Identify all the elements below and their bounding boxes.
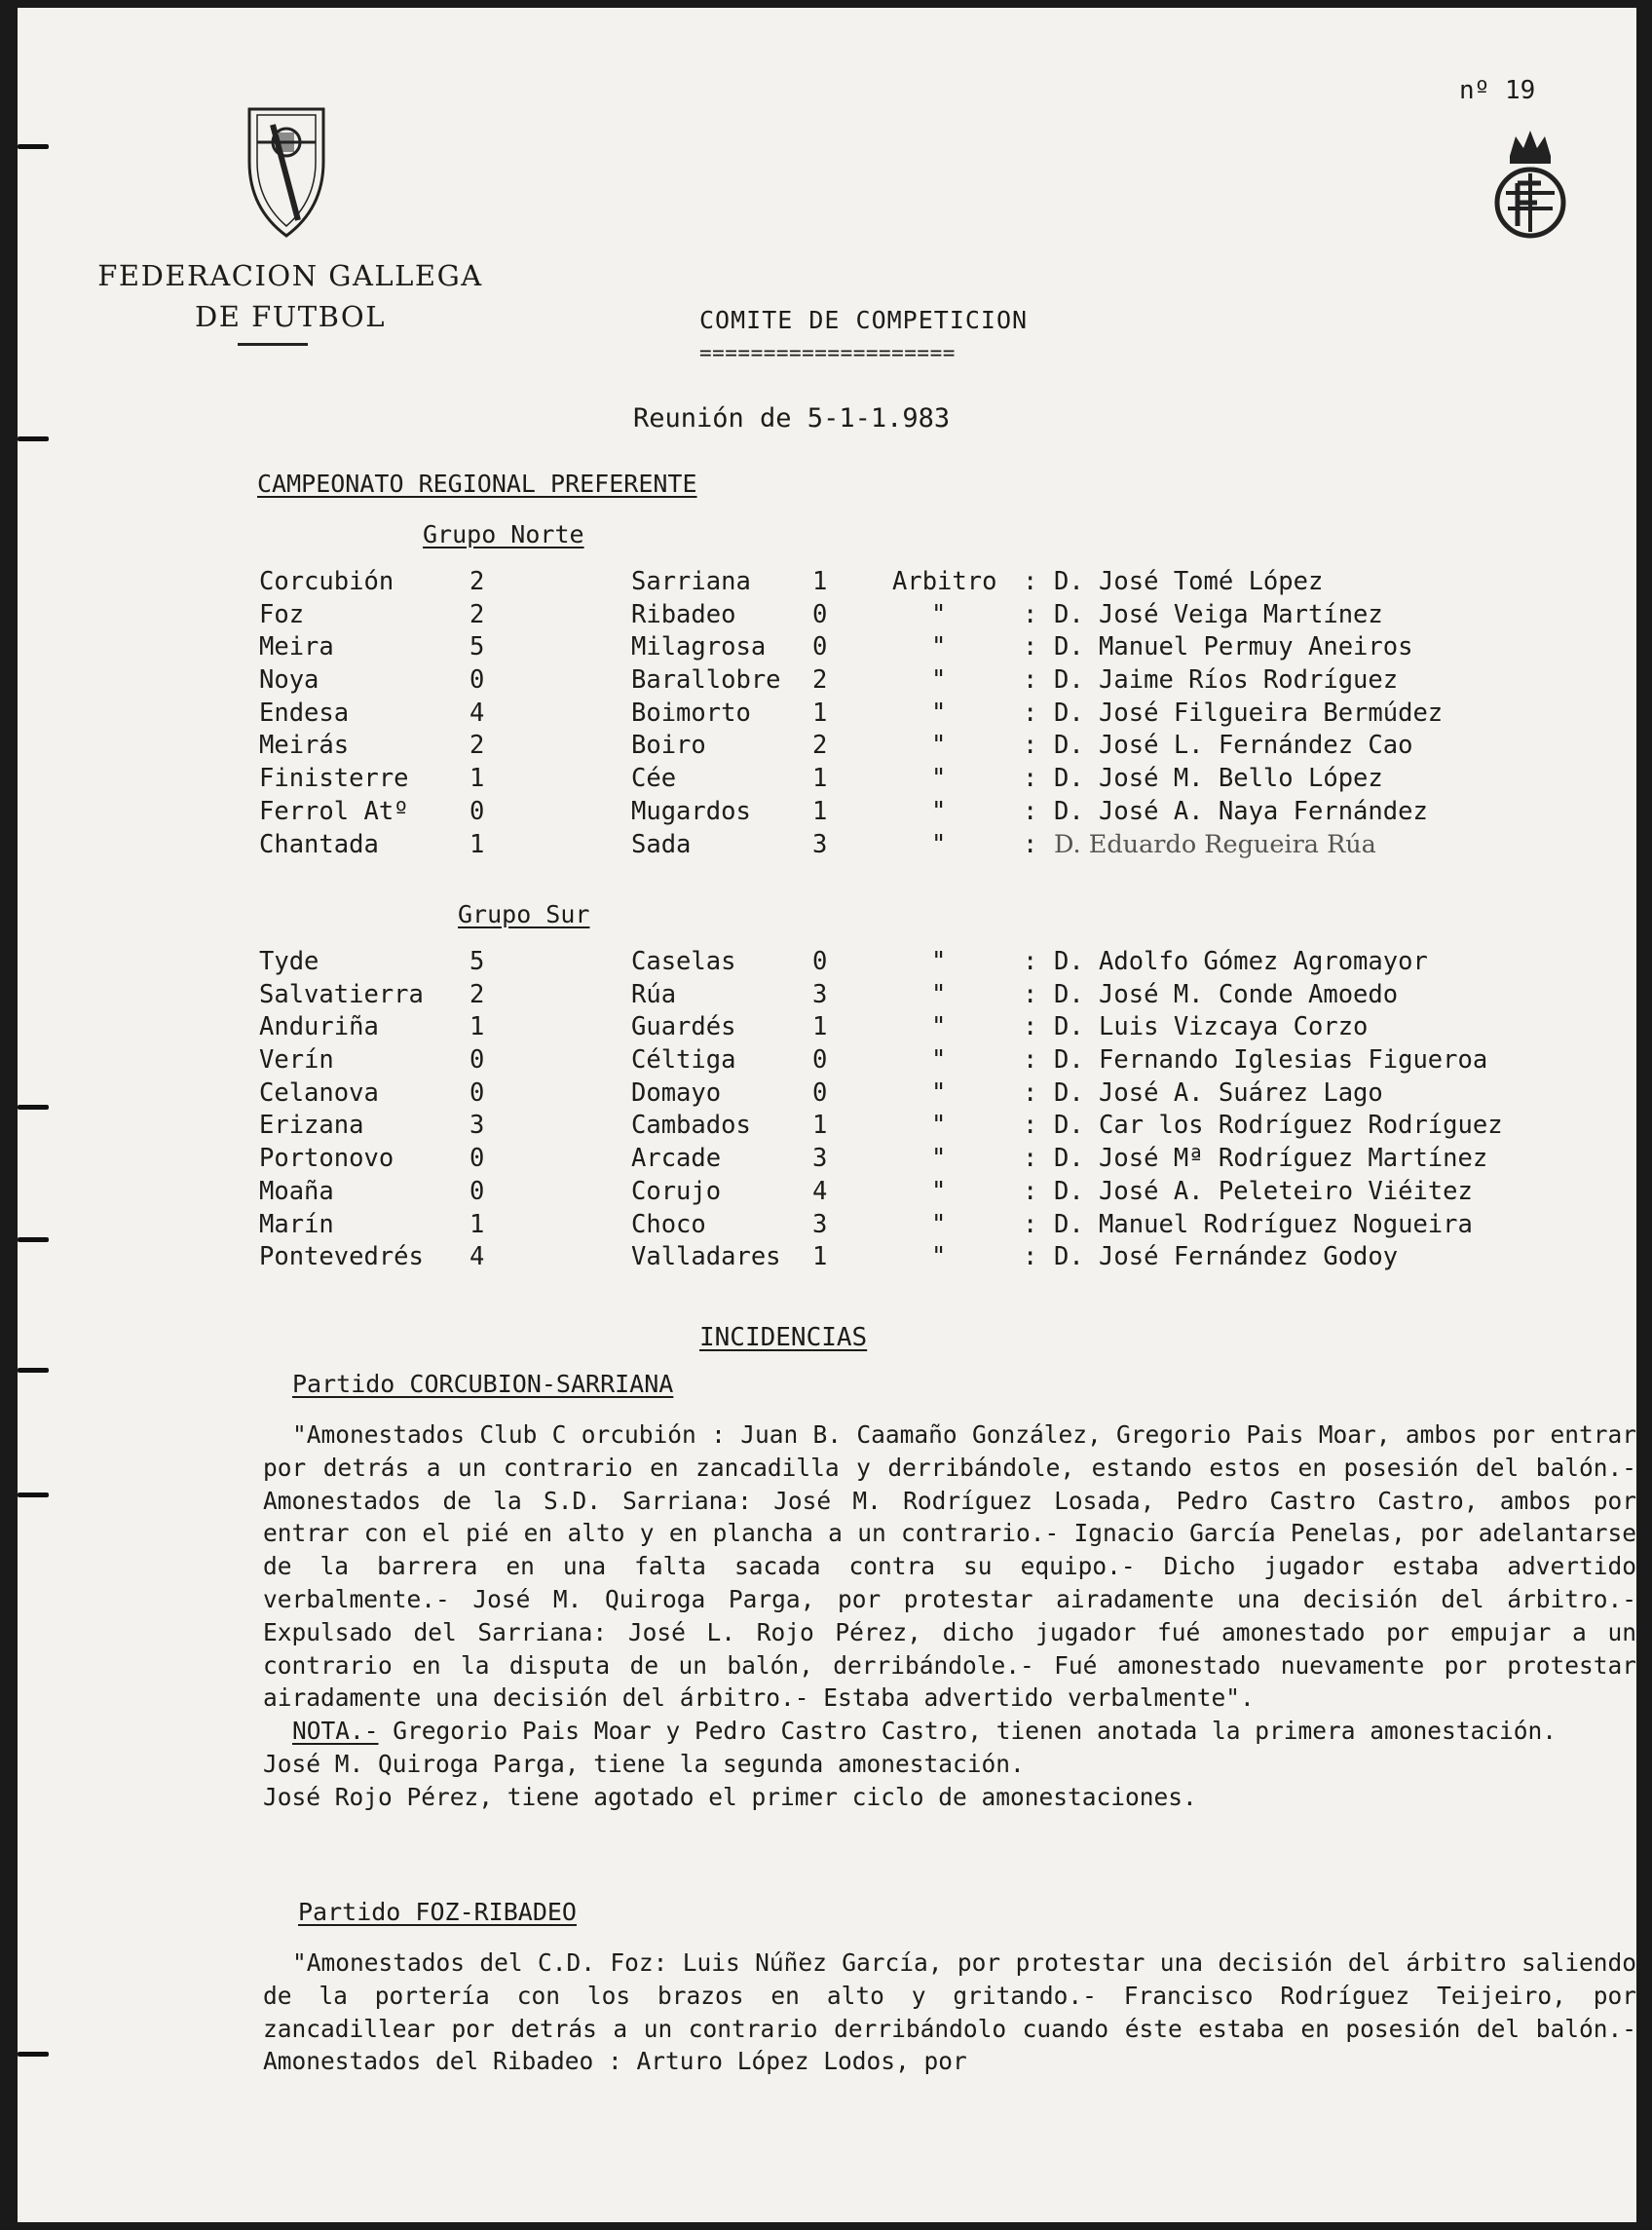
separator: :	[1023, 1242, 1038, 1272]
referee-label: "	[931, 1111, 947, 1141]
home-team: Tyde	[259, 947, 319, 976]
referee-label: "	[931, 1045, 947, 1076]
match-incident-title: Partido FOZ-RIBADEO	[298, 1898, 577, 1926]
home-team: Verín	[259, 1045, 334, 1076]
away-team: Mugardos	[631, 796, 751, 826]
home-team: Marín	[259, 1209, 334, 1239]
note-text: Gregorio Pais Moar y Pedro Castro Castro, tienen anotada la primera amonestación.	[378, 1717, 1558, 1746]
referee-name: D. José L. Fernández Cao	[1054, 731, 1413, 761]
federation-shield-logo	[244, 103, 329, 240]
committee-title: COMITE DE COMPETICION	[699, 306, 1029, 334]
home-team: Chantada	[259, 829, 379, 859]
federation-name	[86, 255, 495, 337]
home-goals: 4	[469, 698, 485, 728]
referee-label: "	[931, 1077, 947, 1108]
championship-heading: CAMPEONATO REGIONAL PREFERENTE	[257, 470, 697, 498]
binding-mark	[18, 1493, 49, 1497]
referee-name: D. José A. Naya Fernández	[1054, 796, 1428, 826]
separator: :	[1023, 764, 1038, 794]
binding-mark	[18, 436, 49, 441]
document-page	[18, 8, 1636, 2222]
away-goals: 1	[812, 764, 828, 794]
home-team: Corcubión	[259, 567, 394, 596]
separator: :	[1023, 698, 1038, 728]
away-goals: 0	[812, 1077, 828, 1108]
referee-name: D. Jaime Ríos Rodríguez	[1054, 665, 1399, 696]
away-goals: 2	[812, 731, 828, 761]
referee-label: Arbitro	[892, 567, 997, 596]
referee-label: "	[931, 1144, 947, 1174]
incident-report-foz	[263, 1947, 1636, 2078]
referee-name: D. José A. Peleteiro Viéitez	[1054, 1176, 1473, 1206]
home-goals: 1	[469, 764, 485, 794]
home-team: Noya	[259, 665, 319, 696]
separator: :	[1023, 731, 1038, 761]
home-goals: 1	[469, 1209, 485, 1239]
referee-label: "	[931, 764, 947, 794]
home-team: Celanova	[259, 1077, 379, 1108]
referee-label: "	[931, 947, 947, 976]
page-number: nº 19	[1459, 76, 1536, 105]
binding-mark	[18, 144, 49, 149]
home-goals: 2	[469, 979, 485, 1009]
referee-label: "	[931, 632, 947, 662]
home-goals: 0	[469, 1077, 485, 1108]
referee-label: "	[931, 829, 947, 859]
referee-name: D. José Veiga Martínez	[1054, 599, 1383, 629]
referee-label: "	[931, 698, 947, 728]
away-goals: 0	[812, 1045, 828, 1076]
meeting-date: Reunión de 5-1-1.983	[633, 403, 951, 434]
referee-label: "	[931, 796, 947, 826]
home-team: Salvatierra	[259, 979, 424, 1009]
separator: :	[1023, 1209, 1038, 1239]
group-sur-heading: Grupo Sur	[458, 900, 590, 928]
separator: :	[1023, 599, 1038, 629]
away-team: Corujo	[631, 1176, 722, 1206]
away-goals: 4	[812, 1176, 828, 1206]
home-team: Erizana	[259, 1111, 364, 1141]
away-goals: 3	[812, 829, 828, 859]
home-goals: 1	[469, 829, 485, 859]
away-goals: 0	[812, 632, 828, 662]
referee-label: "	[931, 1209, 947, 1239]
away-team: Sarriana	[631, 567, 751, 596]
binding-mark	[18, 1237, 49, 1242]
referee-label: "	[931, 1012, 947, 1042]
away-goals: 3	[812, 1209, 828, 1239]
referee-name: D. José Filgueira Bermúdez	[1054, 698, 1444, 728]
away-team: Caselas	[631, 947, 736, 976]
separator: :	[1023, 567, 1038, 596]
separator: :	[1023, 829, 1038, 859]
binding-mark	[18, 2052, 49, 2057]
away-goals: 3	[812, 979, 828, 1009]
separator: :	[1023, 1045, 1038, 1076]
away-goals: 2	[812, 665, 828, 696]
incident-text: "Amonestados del C.D. Foz: Luis Núñez García, por protestar una decisión del árbitro saliendo de la portería con los brazos en alto y gritando.- Francisco Rodríguez Teijeiro, por zancadillear por detrás a un contrario derribándolo cuando éste estaba en posesión del balón.- Amonestados del Ribadeo : Arturo López Lodos, por	[263, 1948, 1636, 2076]
home-goals: 0	[469, 1045, 485, 1076]
away-goals: 1	[812, 1012, 828, 1042]
separator: :	[1023, 665, 1038, 696]
separator: :	[1023, 979, 1038, 1009]
away-goals: 1	[812, 698, 828, 728]
note-label: NOTA.-	[292, 1717, 379, 1746]
away-team: Valladares	[631, 1242, 781, 1272]
home-goals: 1	[469, 1012, 485, 1042]
committee-underline: ====================	[699, 341, 956, 364]
referee-name: D. Adolfo Gómez Agromayor	[1054, 947, 1428, 976]
separator: :	[1023, 796, 1038, 826]
away-team: Guardés	[631, 1012, 736, 1042]
away-team: Boiro	[631, 731, 706, 761]
separator: :	[1023, 1077, 1038, 1108]
separator: :	[1023, 1144, 1038, 1174]
referee-label: "	[931, 1176, 947, 1206]
home-goals: 2	[469, 731, 485, 761]
away-team: Choco	[631, 1209, 706, 1239]
incidents-heading: INCIDENCIAS	[699, 1323, 868, 1352]
away-goals: 1	[812, 796, 828, 826]
away-team: Cambados	[631, 1111, 751, 1141]
referee-label: "	[931, 979, 947, 1009]
away-team: Arcade	[631, 1144, 722, 1174]
note-line: José M. Quiroga Parga, tiene la segunda amonestación.	[263, 1749, 1025, 1778]
home-team: Endesa	[259, 698, 350, 728]
incident-report-corcubion	[263, 1418, 1636, 1814]
home-goals: 0	[469, 796, 485, 826]
home-team: Moaña	[259, 1176, 334, 1206]
home-goals: 4	[469, 1242, 485, 1272]
referee-label: "	[931, 1242, 947, 1272]
referee-name: D. José Mª Rodríguez Martínez	[1054, 1144, 1488, 1174]
home-goals: 0	[469, 1144, 485, 1174]
home-team: Meirás	[259, 731, 350, 761]
away-goals: 0	[812, 947, 828, 976]
referee-label: "	[931, 665, 947, 696]
away-goals: 0	[812, 599, 828, 629]
home-goals: 5	[469, 632, 485, 662]
home-goals: 2	[469, 599, 485, 629]
home-goals: 5	[469, 947, 485, 976]
away-goals: 3	[812, 1144, 828, 1174]
referee-label: "	[931, 599, 947, 629]
binding-mark	[18, 1105, 49, 1110]
federation-line-2: DE FUTBOL	[195, 300, 386, 333]
group-norte-heading: Grupo Norte	[423, 520, 584, 548]
away-team: Barallobre	[631, 665, 781, 696]
away-goals: 1	[812, 567, 828, 596]
home-team: Finisterre	[259, 764, 409, 794]
away-team: Rúa	[631, 979, 677, 1009]
referee-name: D. Luis Vizcaya Corzo	[1054, 1012, 1369, 1042]
referee-label: "	[931, 731, 947, 761]
away-team: Milagrosa	[631, 632, 767, 662]
away-team: Domayo	[631, 1077, 722, 1108]
referee-name: D. José M. Conde Amoedo	[1054, 979, 1399, 1009]
divider	[238, 343, 308, 346]
federation-line-1: FEDERACION GALLEGA	[97, 259, 483, 292]
separator: :	[1023, 632, 1038, 662]
home-team: Anduriña	[259, 1012, 379, 1042]
home-team: Portonovo	[259, 1144, 394, 1174]
referee-name: D. José M. Bello López	[1054, 764, 1383, 794]
home-goals: 0	[469, 1176, 485, 1206]
away-team: Boimorto	[631, 698, 751, 728]
note-line: José Rojo Pérez, tiene agotado el primer ciclo de amonestaciones.	[263, 1782, 1197, 1811]
separator: :	[1023, 947, 1038, 976]
away-goals: 1	[812, 1111, 828, 1141]
away-goals: 1	[812, 1242, 828, 1272]
separator: :	[1023, 1012, 1038, 1042]
home-team: Ferrol Atº	[259, 796, 409, 826]
note-paragraph	[263, 1715, 1636, 1748]
separator: :	[1023, 1176, 1038, 1206]
referee-name: D. Eduardo Regueira Rúa	[1054, 829, 1376, 859]
separator: :	[1023, 1111, 1038, 1141]
referee-name: D. Manuel Permuy Aneiros	[1054, 632, 1413, 662]
home-goals: 0	[469, 665, 485, 696]
away-team: Sada	[631, 829, 692, 859]
referee-name: D. José Fernández Godoy	[1054, 1242, 1399, 1272]
referee-name: D. José A. Suárez Lago	[1054, 1077, 1383, 1108]
referee-name: D. José Tomé López	[1054, 567, 1324, 596]
home-team: Foz	[259, 599, 305, 629]
away-team: Céltiga	[631, 1045, 736, 1076]
referee-name: D. Car los Rodríguez Rodríguez	[1054, 1111, 1503, 1141]
home-team: Meira	[259, 632, 334, 662]
away-team: Ribadeo	[631, 599, 736, 629]
away-team: Cée	[631, 764, 677, 794]
home-team: Pontevedrés	[259, 1242, 424, 1272]
referee-name: D. Fernando Iglesias Figueroa	[1054, 1045, 1488, 1076]
home-goals: 2	[469, 567, 485, 596]
binding-mark	[18, 1368, 49, 1373]
crown-crest-emblem	[1486, 123, 1574, 240]
home-goals: 3	[469, 1111, 485, 1141]
match-incident-title: Partido CORCUBION-SARRIANA	[292, 1370, 674, 1398]
incident-text: "Amonestados Club C orcubión : Juan B. Caamaño González, Gregorio Pais Moar, ambos por entrar por detrás a un contrario en zancadilla y derribándole, estando estos en posesión del balón.- Amonestados de la S.D. Sarriana: José M. Rodríguez Losada, Pedro Castro Castro, ambos por entrar con el pié en alto y en plancha a un contrario.- Ignacio García Penelas, por adelantarse de la barrera en una falta sacada contra su equipo.- Dicho jugador estaba advertido verbalmente.- José M. Quiroga Parga, por protestar airadamente una decisión del árbitro.- Expulsado del Sarriana: José L. Rojo Pérez, dicho jugador fué amonestado por empujar a un contrario en la disputa de un balón, derribándole.- Fué amonestado nuevamente por protestar airadamente una decisión del árbitro.- Estaba advertido verbalmente".	[263, 1420, 1636, 1713]
referee-name: D. Manuel Rodríguez Nogueira	[1054, 1209, 1473, 1239]
